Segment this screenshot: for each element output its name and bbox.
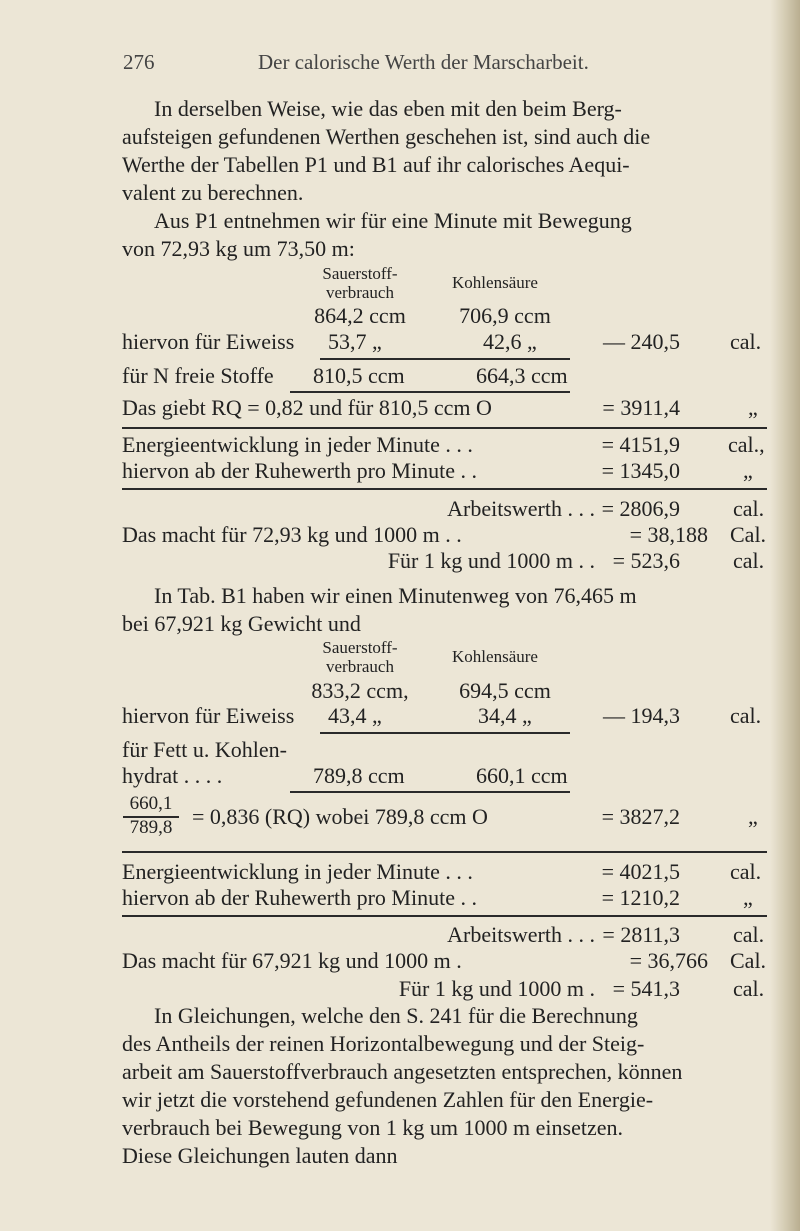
b2-energy-val: = 4021,5: [601, 859, 680, 884]
b2-total-val: = 36,766: [629, 948, 708, 973]
b1-energy-label: Energieentwicklung in jeder Minute . . .: [122, 432, 473, 457]
b1-subtraction-rule: [320, 358, 570, 360]
b1-o2-header-2: verbrauch: [326, 283, 394, 302]
b2-work-val: = 2811,3: [602, 922, 680, 947]
b1-total-co2: 706,9 ccm: [459, 303, 551, 328]
b1-total-o2: 864,2 ccm: [314, 303, 406, 328]
b2-eiweiss-o2: 43,4 „: [328, 703, 382, 728]
b2-perkg-val: = 541,3: [612, 976, 680, 1001]
b1-eiweiss-o2: 53,7 „: [328, 329, 382, 354]
b2-work-unit: cal.: [733, 922, 765, 947]
mid-line-1: In Tab. B1 haben wir einen Minutenweg von 76,465 m: [154, 583, 637, 608]
b1-perkg-unit: cal.: [733, 548, 765, 573]
closing-line-3: arbeit am Sauerstoffverbrauch angesetzten entsprechen, können: [122, 1059, 683, 1084]
b2-co2-header: Kohlensäure: [452, 647, 538, 666]
b2-fett-label-2: hydrat . . . .: [122, 763, 223, 788]
b1-rule-1: [122, 427, 767, 429]
b2-o2-header-1: Sauerstoff-: [322, 638, 398, 657]
intro-line-3: Werthe der Tabellen P1 und B1 auf ihr calorisches Aequi-: [122, 152, 630, 177]
b1-work-val: = 2806,9: [601, 496, 680, 521]
b1-total-label: Das macht für 72,93 kg und 1000 m . .: [122, 522, 462, 547]
b2-o2-header-2: verbrauch: [326, 657, 394, 676]
intro-line-6: von 72,93 kg um 73,50 m:: [122, 236, 355, 261]
b2-fett-label-1: für Fett u. Kohlen-: [122, 737, 287, 762]
b1-perkg-val: = 523,6: [612, 548, 680, 573]
b1-rest-val: = 1345,0: [601, 458, 680, 483]
closing-line-6: Diese Gleichungen lauten dann: [122, 1143, 398, 1168]
b2-rule-2: [122, 915, 767, 917]
b2-rest-val: = 1210,2: [601, 885, 680, 910]
intro-line-1: In derselben Weise, wie das eben mit den beim Berg-: [154, 96, 622, 121]
b2-fraction-numerator: 660,1: [129, 793, 173, 814]
b2-eiweiss-co2: 34,4 „: [478, 703, 532, 728]
b1-eiweiss-result: — 240,5: [603, 329, 680, 354]
b2-rq-line: = 0,836 (RQ) wobei 789,8 ccm O: [192, 804, 488, 829]
b1-nfree-o2: 810,5 ccm: [313, 363, 405, 388]
b1-total-unit: Cal.: [730, 522, 767, 547]
closing-line-1: In Gleichungen, welche den S. 241 für die Berechnung: [154, 1003, 638, 1028]
b2-eiweiss-unit: cal.: [730, 703, 762, 728]
b2-energy-unit: cal.: [730, 859, 762, 884]
b1-rest-label: hiervon ab der Ruhewerth pro Minute . .: [122, 458, 477, 483]
b1-work-unit: cal.: [733, 496, 765, 521]
b1-total-val: = 38,188: [629, 522, 708, 547]
closing-line-5: verbrauch bei Bewegung von 1 kg um 1000 m einsetzen.: [122, 1115, 623, 1140]
b2-total-o2: 833,2 ccm,: [311, 678, 409, 703]
b2-rest-label: hiervon ab der Ruhewerth pro Minute . .: [122, 885, 477, 910]
b2-rest-unit: „: [743, 885, 753, 910]
b1-energy-unit: cal.,: [728, 432, 765, 457]
mid-line-2: bei 67,921 kg Gewicht und: [122, 611, 361, 636]
b2-total-unit: Cal.: [730, 948, 767, 973]
b2-energy-label: Energieentwicklung in jeder Minute . . .: [122, 859, 473, 884]
b1-rule-2: [122, 488, 767, 490]
page-number: 276: [123, 50, 155, 74]
closing-line-2: des Antheils der reinen Horizontalbewegung und der Steig-: [122, 1031, 645, 1056]
b1-co2-header: Kohlensäure: [452, 273, 538, 292]
b2-rule-1: [122, 851, 767, 853]
b2-rq-unit: „: [748, 804, 758, 829]
b2-work-label: Arbeitswerth . . .: [447, 922, 595, 947]
b2-perkg-unit: cal.: [733, 976, 765, 1001]
b1-rq-line: Das giebt RQ = 0,82 und für 810,5 ccm O: [122, 395, 492, 420]
intro-line-5: Aus P1 entnehmen wir für eine Minute mit Bewegung: [154, 208, 632, 233]
intro-line-4: valent zu berechnen.: [122, 180, 304, 205]
b2-total-label: Das macht für 67,921 kg und 1000 m .: [122, 948, 462, 973]
closing-line-4: wir jetzt die vorstehend gefundenen Zahlen für den Energie-: [122, 1087, 654, 1112]
b1-work-label: Arbeitswerth . . .: [447, 496, 595, 521]
b2-fett-o2: 789,8 ccm: [313, 763, 405, 788]
b1-rq-result: = 3911,4: [602, 395, 680, 420]
b2-fraction-denominator: 789,8: [129, 817, 173, 838]
b1-nfree-rule: [290, 391, 570, 393]
b1-eiweiss-co2: 42,6 „: [483, 329, 537, 354]
b2-subtraction-rule: [320, 732, 570, 734]
b2-eiweiss-label: hiervon für Eiweiss: [122, 703, 295, 728]
b2-eiweiss-result: — 194,3: [603, 703, 680, 728]
b1-rest-unit: „: [743, 458, 753, 483]
b1-energy-val: = 4151,9: [601, 432, 680, 457]
b2-rq-result: = 3827,2: [601, 804, 680, 829]
b2-fett-co2: 660,1 ccm: [476, 763, 568, 788]
intro-line-2: aufsteigen gefundenen Werthen geschehen ist, sind auch die: [122, 124, 651, 149]
b1-perkg-label: Für 1 kg und 1000 m . .: [387, 548, 595, 573]
page-edge-shadow: [770, 0, 800, 1231]
b1-o2-header-1: Sauerstoff-: [322, 264, 398, 283]
b1-eiweiss-unit: cal.: [730, 329, 762, 354]
b2-perkg-label: Für 1 kg und 1000 m .: [398, 976, 595, 1001]
b2-total-co2: 694,5 ccm: [459, 678, 551, 703]
b1-nfree-co2: 664,3 ccm: [476, 363, 568, 388]
b1-rq-unit: „: [748, 395, 758, 420]
b2-fett-rule: [290, 791, 570, 793]
b1-nfree-label: für N freie Stoffe: [122, 363, 274, 388]
b1-eiweiss-label: hiervon für Eiweiss: [122, 329, 295, 354]
running-title: Der calorische Werth der Marscharbeit.: [258, 50, 589, 74]
